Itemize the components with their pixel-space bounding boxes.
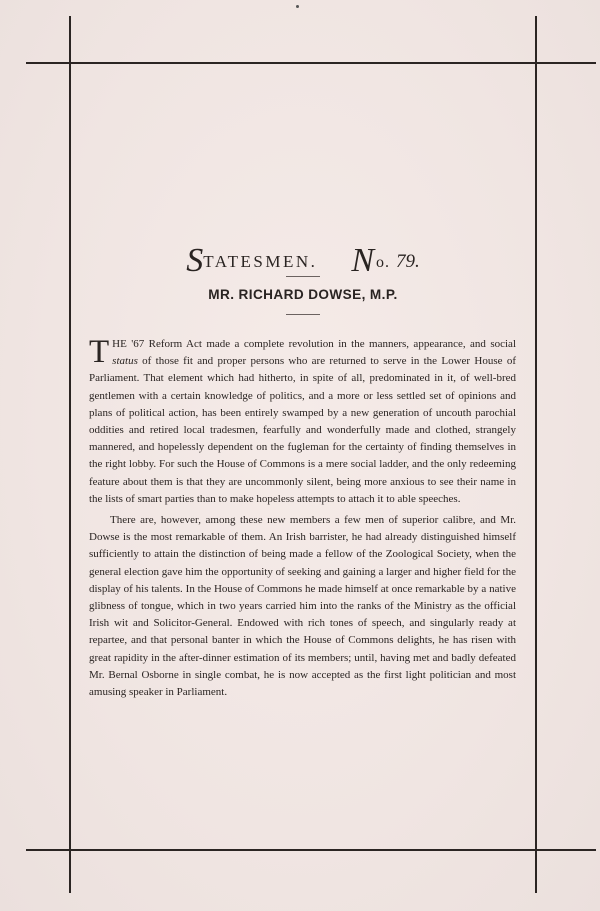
number-initial: N <box>351 242 375 279</box>
series-heading <box>70 238 536 279</box>
printer-mark <box>296 5 299 8</box>
right-border-rule <box>535 16 537 893</box>
heading-word: TATESMEN. <box>203 252 318 271</box>
top-border-rule <box>26 62 596 64</box>
paragraph-1-italic: status <box>112 355 138 368</box>
number-word: o. <box>376 254 391 271</box>
paragraph-2: There are, however, among these new members a few men of superior calibre, and Mr. Dowse is the most remarkable of them. An Irish barrister, he had already distinguished himself sufficiently to attain the distinction of being made a fellow of the Zoological Society, when the general election gave him the opportunity of seeking and gaining a larger and higher field for the display of his talents. In the House of Commons he made himself at once remarkable by a native glibness of tongue, which in two years carried him into the ranks of the Ministry as the official Irish wit and Solicitor-General. Endowed with rich tones of speech, and singularly ready at repartee, and that personal banter in which the House of Commons delights, he has risen with great rapidity in the after-dinner estimation of its members; until, having met and badly defeated Mr. Bernal Osborne in single combat, he is now accepted as the first light politician and most amusing speaker in Parliament. <box>89 514 516 699</box>
number-value: 79. <box>396 251 420 272</box>
heading-divider <box>286 276 320 277</box>
drop-cap: T <box>89 334 110 370</box>
heading-initial: S <box>186 242 204 279</box>
subject-title: MR. RICHARD DOWSE, M.P. <box>208 287 398 302</box>
bottom-border-rule <box>26 849 596 851</box>
article-body <box>89 336 516 701</box>
left-border-rule <box>69 16 71 893</box>
paragraph-1-text-b: of those fit and proper persons who are returned to serve in the Lower House of Parliament. That element which had hitherto, in spite of all, predominated in it, of well-bred gentlemen with a certain knowledge of politics, and a more or less settled set of opinions and plans of political action, has been entirely swamped by a new generation of uncouth parochial oddities and retired local tradesmen, fearfully and wonderfully made and clothed, strangely mannered, and hopelessly dependent on the fugleman for the certainty of finding themselves in the right lobby. For such the House of Commons is a mere social ladder, and the only redeeming feature about them is that they are uncommonly silent, being more anxious to see their name in the lists of smart parties than to make hopeless attempts to attach it to able speeches. <box>89 355 516 505</box>
paragraph-1 <box>89 336 516 508</box>
paragraph-1-text-a: HE '67 Reform Act made a complete revolution in the manners, appearance, and social <box>112 338 516 350</box>
subject-divider <box>286 314 320 315</box>
